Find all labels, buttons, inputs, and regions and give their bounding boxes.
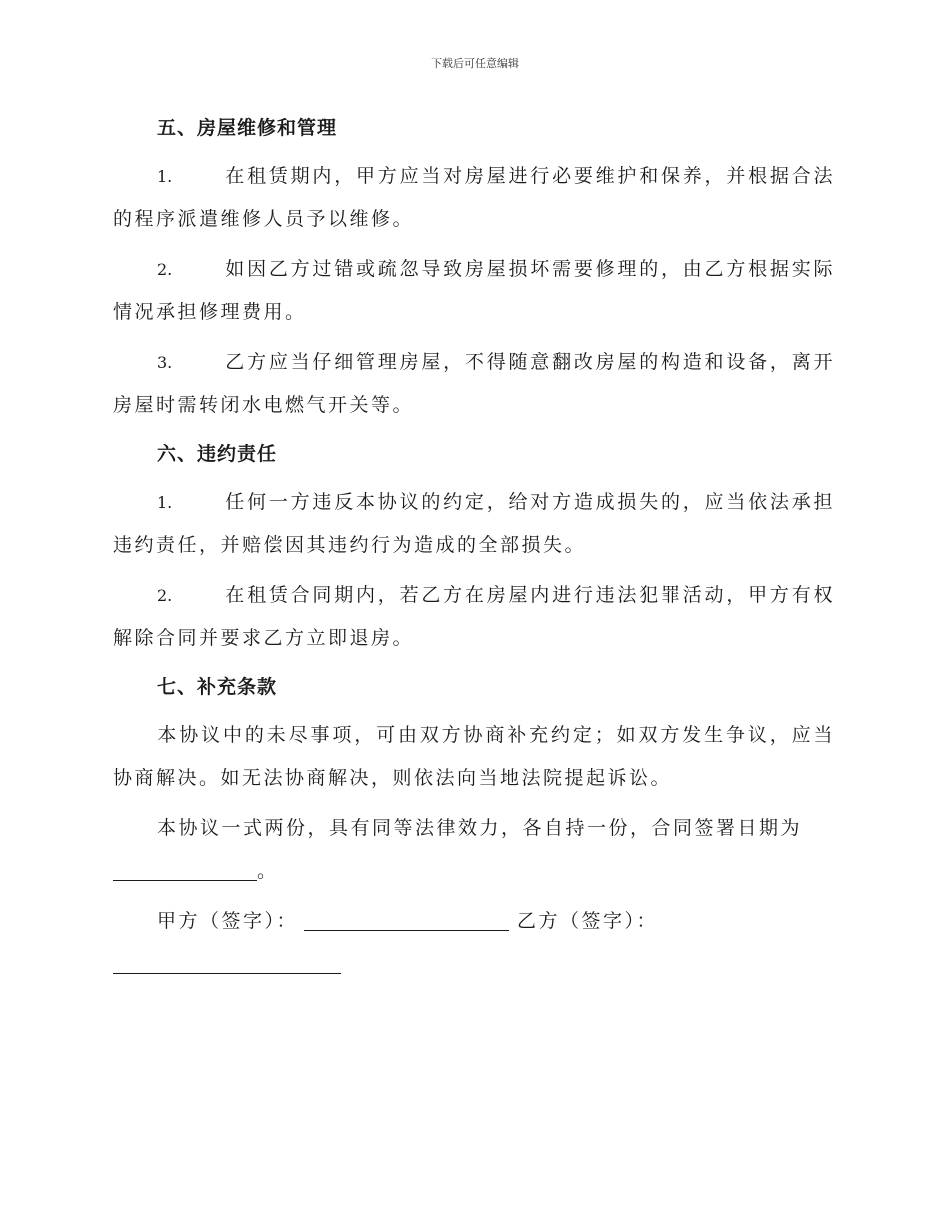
clause-number: 2. (157, 260, 173, 279)
section-heading-supplementary: 七、补充条款 (157, 676, 278, 698)
supplementary-para-2 (113, 807, 835, 893)
supplementary-para-1 (113, 714, 835, 800)
section-heading-liability: 六、违约责任 (157, 443, 278, 465)
para-text: 本协议中的未尽事项，可由双方协商补充约定；如双方发生争议，应当协商解决。如无法协商解决，则依法向当地法院提起诉讼。 (113, 724, 835, 789)
signature-row-continued (113, 943, 835, 986)
clause-number: 3. (157, 353, 173, 372)
clause-text: 如因乙方过错或疏忽导致房屋损坏需要修理的，由乙方根据实际情况承担修理费用。 (113, 258, 835, 323)
para-text: 本协议一式两份，具有同等法律效力，各自持一份，合同签署日期为 (157, 817, 803, 839)
date-suffix: 。 (257, 860, 279, 882)
date-blank-line[interactable] (113, 858, 257, 881)
page-header: 下载后可任意编辑 (431, 57, 519, 70)
document-body (113, 108, 835, 986)
signature-row (113, 900, 835, 943)
clause-number: 1. (157, 167, 173, 186)
section-heading-maintenance: 五、房屋维修和管理 (157, 117, 338, 139)
clause-text: 在租赁合同期内，若乙方在房屋内进行违法犯罪活动，甲方有权解除合同并要求乙方立即退房。 (113, 584, 835, 649)
clause-5-2 (113, 248, 835, 334)
clause-5-1 (113, 155, 835, 241)
clause-number: 1. (157, 493, 173, 512)
clause-5-3 (113, 341, 835, 427)
clause-text: 在租赁期内，甲方应当对房屋进行必要维护和保养，并根据合法的程序派遣维修人员予以维修。 (113, 165, 835, 230)
party-a-label: 甲方（签字）： (157, 910, 299, 932)
clause-6-2 (113, 574, 835, 660)
party-a-signature-line[interactable] (304, 908, 509, 931)
party-b-signature-line[interactable] (113, 951, 341, 974)
clause-number: 2. (157, 586, 173, 605)
party-b-label: 乙方（签字）： (517, 910, 659, 932)
clause-text: 乙方应当仔细管理房屋，不得随意翻改房屋的构造和设备，离开房屋时需转闭水电燃气开关等。 (113, 351, 835, 416)
clause-text: 任何一方违反本协议的约定，给对方造成损失的，应当依法承担违约责任，并赔偿因其违约行为造成的全部损失。 (113, 491, 835, 556)
clause-6-1 (113, 481, 835, 567)
